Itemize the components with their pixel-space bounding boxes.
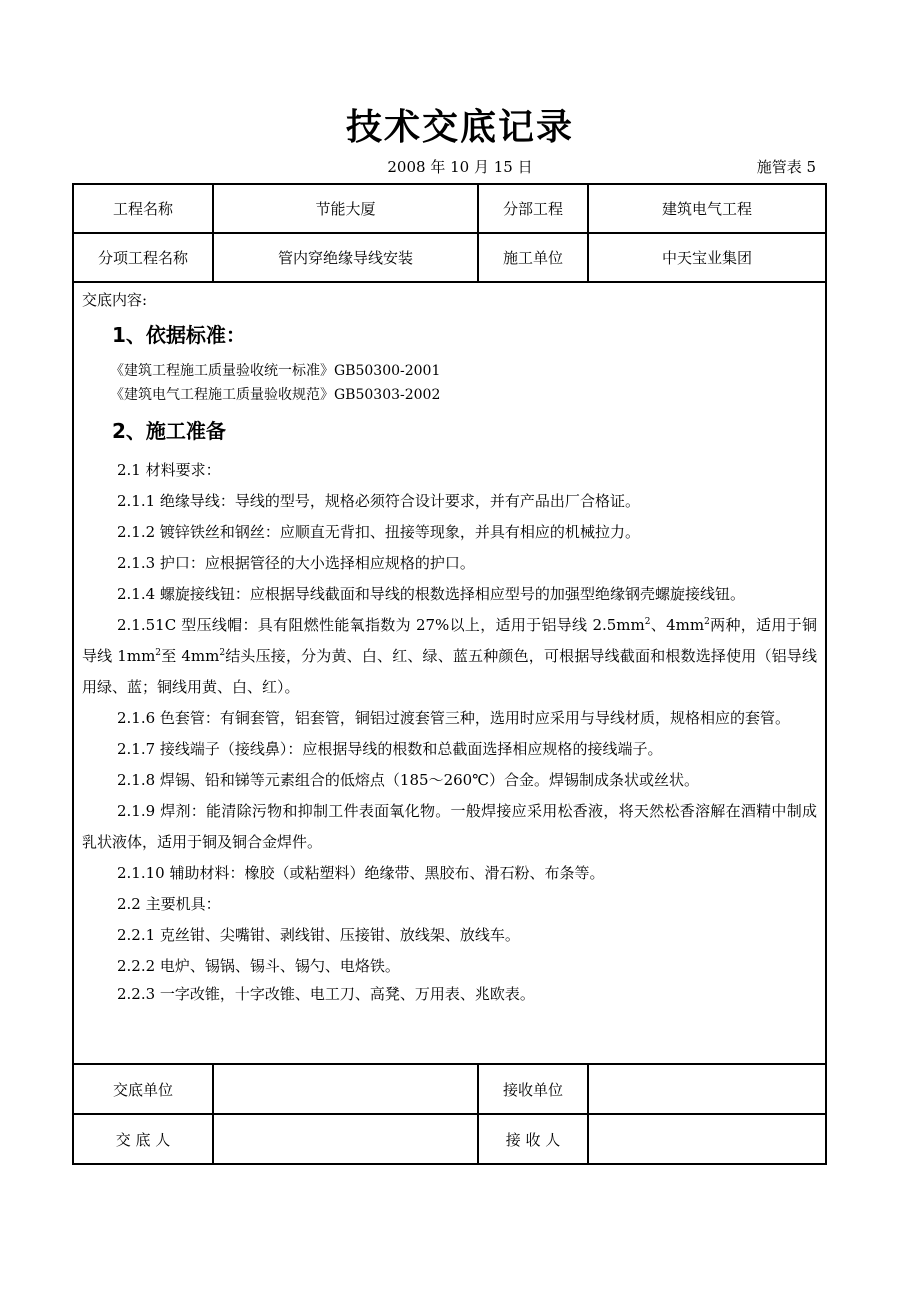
standard-item: 《建筑工程施工质量验收统一标准》GB50300-2001 [110, 363, 441, 379]
paragraph: 2.1.7 接线端子（接线鼻）：应根据导线的根数和总截面选择相应规格的接线端子。 [117, 740, 663, 758]
project-name-label: 工程名称 [73, 184, 213, 233]
content-row [73, 282, 826, 1064]
paragraph: 2.1.10 辅助材料：橡胶（或粘塑料）绝缘带、黑胶布、滑石粉、布条等。 [117, 864, 605, 882]
text-run: 结头压接，分为黄、白、红、绿、蓝五种颜色，可根据导线截面和根数选择使用（铝导线用绿、蓝；铜线用黄、白、红）。 [82, 647, 817, 696]
superscript: 2 [219, 648, 226, 658]
header-row-project [73, 184, 826, 233]
content-label: 交底内容: [82, 291, 148, 309]
paragraph: 2.2.1 克丝钳、尖嘴钳、剥线钳、压接钳、放线架、放线车。 [117, 926, 520, 944]
paragraph: 2.2 主要机具： [117, 895, 221, 913]
record-table [72, 183, 827, 1165]
paragraph-crimp-cap [82, 610, 817, 703]
text-run: 至 4mm [161, 647, 220, 665]
form-number: 施管表 5 [756, 158, 816, 176]
superscript: 2 [704, 617, 710, 627]
record-date: 2008 年 10 月 15 日 [387, 158, 533, 176]
superscript: 2 [644, 617, 651, 627]
paragraph: 2.1.6 色套管：有铜套管，铝套管，铜铝过渡套管三种，选用时应采用与导线材质，规格相应的套管。 [117, 709, 790, 727]
content-body [74, 283, 825, 1010]
contractor-label: 施工单位 [478, 233, 588, 282]
receiver-person-label: 接 收 人 [478, 1114, 588, 1164]
paragraph: 2.2.2 电炉、锡锅、锡斗、锡勺、电烙铁。 [117, 957, 400, 975]
header-row-subitem [73, 233, 826, 282]
handover-person-value [213, 1114, 478, 1164]
content-cell [73, 282, 826, 1064]
subitem-value: 管内穿绝缘导线安装 [213, 233, 478, 282]
division-value: 建筑电气工程 [588, 184, 826, 233]
receiver-unit-label: 接收单位 [478, 1064, 588, 1114]
subitem-label: 分项工程名称 [73, 233, 213, 282]
footer-row-units [73, 1064, 826, 1114]
paragraph: 2.1.2 镀锌铁丝和钢丝：应顺直无背扣、扭接等现象，并具有相应的机械拉力。 [117, 523, 640, 541]
text-run: 、4mm [650, 616, 705, 634]
handover-unit-value [213, 1064, 478, 1114]
receiver-unit-value [588, 1064, 826, 1114]
division-label: 分部工程 [478, 184, 588, 233]
superscript: 2 [155, 648, 162, 658]
footer-row-persons [73, 1114, 826, 1164]
paragraph: 2.2.3 一字改锥，十字改锥、电工刀、高凳、万用表、兆欧表。 [117, 985, 535, 1003]
project-name-value: 节能大厦 [213, 184, 478, 233]
page-title: 技术交底记录 [345, 107, 574, 148]
section1-heading: 1、依据标准： [112, 323, 246, 347]
paragraph: 2.1.4 螺旋接线钮：应根据导线截面和导线的根数选择相应型号的加强型绝缘钢壳螺旋接线钮。 [117, 585, 745, 603]
handover-unit-label: 交底单位 [73, 1064, 213, 1114]
paragraph: 2.1 材料要求： [117, 461, 221, 479]
receiver-person-value [588, 1114, 826, 1164]
handover-person-label: 交 底 人 [73, 1114, 213, 1164]
text-run: 2.1.51C 型压线帽：具有阻燃性能氧指数为 27%以上，适用于铝导线 2.5mm [117, 616, 645, 634]
paragraph: 2.1.3 护口：应根据管径的大小选择相应规格的护口。 [117, 554, 475, 572]
section2-heading: 2、施工准备 [112, 419, 226, 443]
text-run: 两种，适用于铜导线 1mm [82, 616, 817, 665]
contractor-value: 中天宝业集团 [588, 233, 826, 282]
paragraph: 2.1.9 焊剂：能清除污物和抑制工件表面氧化物。一般焊接应采用松香液，将天然松香溶解在酒精中制成乳状液体，适用于铜及铜合金焊件。 [82, 802, 817, 851]
standard-item: 《建筑电气工程施工质量验收规范》GB50303-2002 [110, 387, 441, 403]
paragraph: 2.1.1 绝缘导线：导线的型号，规格必须符合设计要求，并有产品出厂合格证。 [117, 492, 640, 510]
paragraph: 2.1.8 焊锡、铅和锑等元素组合的低熔点（185～260℃）合金。焊锡制成条状或丝状。 [117, 771, 699, 789]
